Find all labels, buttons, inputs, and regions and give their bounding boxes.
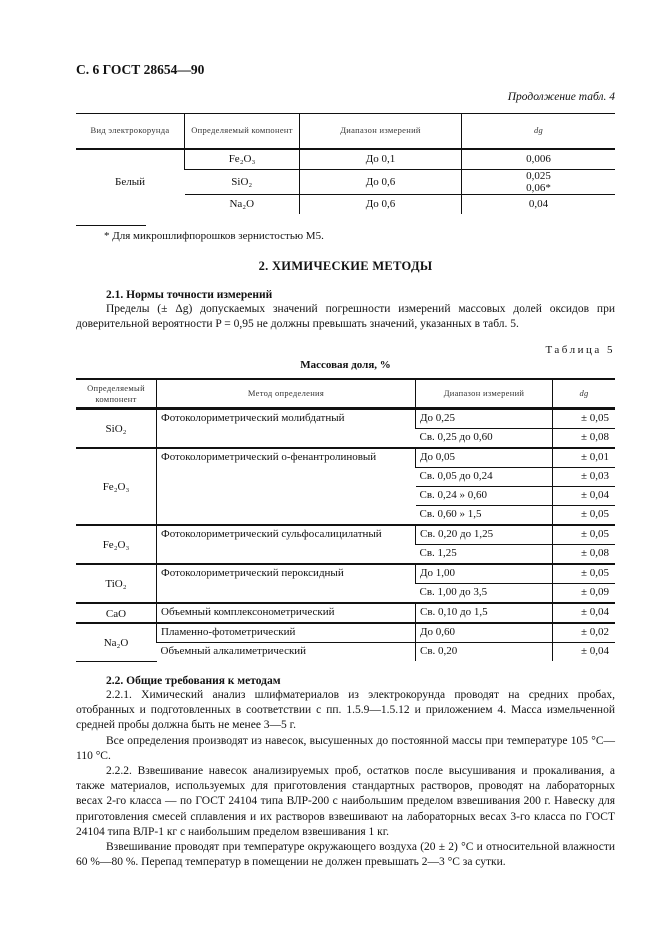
column-header: Диапазон измерений: [300, 114, 462, 149]
value-cell: ± 0,05: [553, 409, 616, 429]
range-cell: До 0,6: [300, 194, 462, 214]
section-title: 2. ХИМИЧЕСКИЕ МЕТОДЫ: [258, 258, 433, 273]
table-continuation-label: Продолжение табл. 4: [507, 91, 615, 103]
component-cell: SiO₂: [185, 169, 300, 194]
column-header: Определяемый компонент: [87, 382, 145, 404]
value-cell: ± 0,04: [553, 643, 616, 662]
range-cell: До 1,00: [416, 564, 553, 584]
column-header: dg: [462, 114, 616, 149]
table-4: [76, 113, 615, 214]
table-row: [76, 409, 615, 429]
range-cell: До 0,6: [300, 169, 462, 194]
column-header: Определяемый компонент: [185, 114, 300, 149]
table-caption: Массовая доля, %: [300, 358, 391, 371]
paragraph: Все определения производят из навесок, высушенных до постоянной массы при температуре 105 °С—110 °С.: [76, 734, 615, 762]
value-cell: 0,025 0,06*: [462, 169, 616, 194]
value-cell: ± 0,02: [553, 623, 616, 643]
footnote-divider: [76, 225, 146, 226]
component-cell: Na₂O: [229, 198, 255, 210]
component-cell: CaO: [76, 603, 157, 623]
range-cell: Св. 1,00 до 3,5: [416, 584, 553, 604]
group-cell: Белый: [115, 175, 145, 188]
value-cell: ± 0,09: [553, 584, 616, 604]
subsection-title: 2.2. Общие требования к методам: [106, 674, 281, 687]
range-cell: До 0,25: [416, 409, 553, 429]
value-cell: ± 0,03: [553, 468, 616, 487]
footnote: * Для микрошлифпорошков зернистостью М5.: [104, 229, 324, 242]
range-cell: До 0,60: [416, 623, 553, 643]
paragraph: Взвешивание проводят при температуре окружающего воздуха (20 ± 2) °С и относительной влажности 60 %—80 %. Перепад температур в помещении не должен превышать 2—3 °С за сутки.: [76, 840, 615, 869]
method-cell: Фотоколориметрический пероксидный: [157, 564, 416, 603]
paragraph: 2.2.1. Химический анализ шлифматериалов из электрокорунда проводят на средних пробах, отобранных и подготовленных в соответствии с пп. 1.5.9—1.5.12 и приложением 4. Масса измельченной средней пробы должна быть не менее 3—5 г.: [76, 688, 615, 732]
value-cell: ± 0,05: [553, 564, 616, 584]
page: [76, 62, 615, 870]
value-cell: ± 0,04: [553, 487, 616, 506]
column-header: Диапазон измерений: [416, 379, 553, 409]
paragraph: 2.2.2. Взвешивание навесок анализируемых проб, остатков после высушивания и прокаливания, а также материалов, используемых для приготовления стандартных растворов, проводят на лабораторных весах 2-го класса — по ГОСТ 24104 типа ВЛР-200 с наибольшим пределом взвешивания 200 г. Навеску для приготовления смесей сплавления и их растворов взвешивают на лабораторных весах 3-го класса по ГОСТ 24104 типа ВЛР-1 кг с наибольшим пределом взвешивания 1 кг.: [76, 764, 615, 838]
component-cell: Fe₂O₃: [76, 525, 157, 564]
table-row: [76, 603, 615, 623]
range-cell: До 0,1: [300, 149, 462, 170]
column-header: Вид электрокорунда: [90, 125, 170, 136]
table-label: Таблица 5: [545, 343, 615, 356]
range-cell: Св. 0,60 » 1,5: [416, 506, 553, 526]
table-row: [76, 643, 615, 662]
range-cell: Св. 0,20: [416, 643, 553, 662]
method-cell: Фотоколориметрический сульфосалицилатный: [157, 525, 416, 564]
table-row: [76, 623, 615, 643]
component-cell: Fe₂O₃: [76, 448, 157, 525]
value-cell: ± 0,08: [553, 545, 616, 565]
value-cell: ± 0,01: [553, 448, 616, 468]
method-cell: Пламенно-фотометрический: [157, 623, 416, 643]
value-cell: 0,006: [462, 149, 616, 170]
value-cell: ± 0,05: [553, 506, 616, 526]
method-cell: Фотоколориметрический o-фенантролиновый: [157, 448, 416, 525]
method-cell: Фотоколориметрический молибдатный: [157, 409, 416, 449]
range-cell: Св. 0,10 до 1,5: [416, 603, 553, 623]
component-cell: Fe₂O₃: [185, 149, 300, 170]
page-header: С. 6 ГОСТ 28654—90: [76, 62, 205, 77]
component-cell: SiO₂: [76, 409, 157, 449]
table-5: [76, 378, 615, 662]
range-cell: Св. 0,05 до 0,24: [416, 468, 553, 487]
table-row: [76, 149, 615, 170]
table-row: [76, 448, 615, 468]
value-cell: ± 0,04: [553, 603, 616, 623]
component-cell: TiO₂: [76, 564, 157, 603]
value-cell: ± 0,05: [553, 525, 616, 545]
value-cell: 0,04: [462, 194, 616, 214]
component-cell: Na₂O: [76, 623, 157, 661]
table-row: [76, 525, 615, 545]
column-header: dg: [553, 379, 616, 409]
range-cell: Св. 0,25 до 0,60: [416, 429, 553, 449]
range-cell: До 0,05: [416, 448, 553, 468]
table-row: [76, 564, 615, 584]
method-cell: Объемный алкалиметрический: [160, 645, 307, 658]
method-cell: Объемный комплексонометрический: [157, 603, 416, 623]
range-cell: Св. 0,20 до 1,25: [416, 525, 553, 545]
column-header: Метод определения: [157, 379, 416, 409]
paragraph: Пределы (± Δg) допускаемых значений погрешности измерений массовых долей оксидов при доверительной вероятности P = 0,95 не должны превышать значений, указанных в табл. 5.: [76, 302, 615, 330]
value-cell: ± 0,08: [553, 429, 616, 449]
range-cell: Св. 1,25: [416, 545, 553, 565]
subsection-title: 2.1. Нормы точности измерений: [106, 288, 273, 301]
range-cell: Св. 0,24 » 0,60: [416, 487, 553, 506]
